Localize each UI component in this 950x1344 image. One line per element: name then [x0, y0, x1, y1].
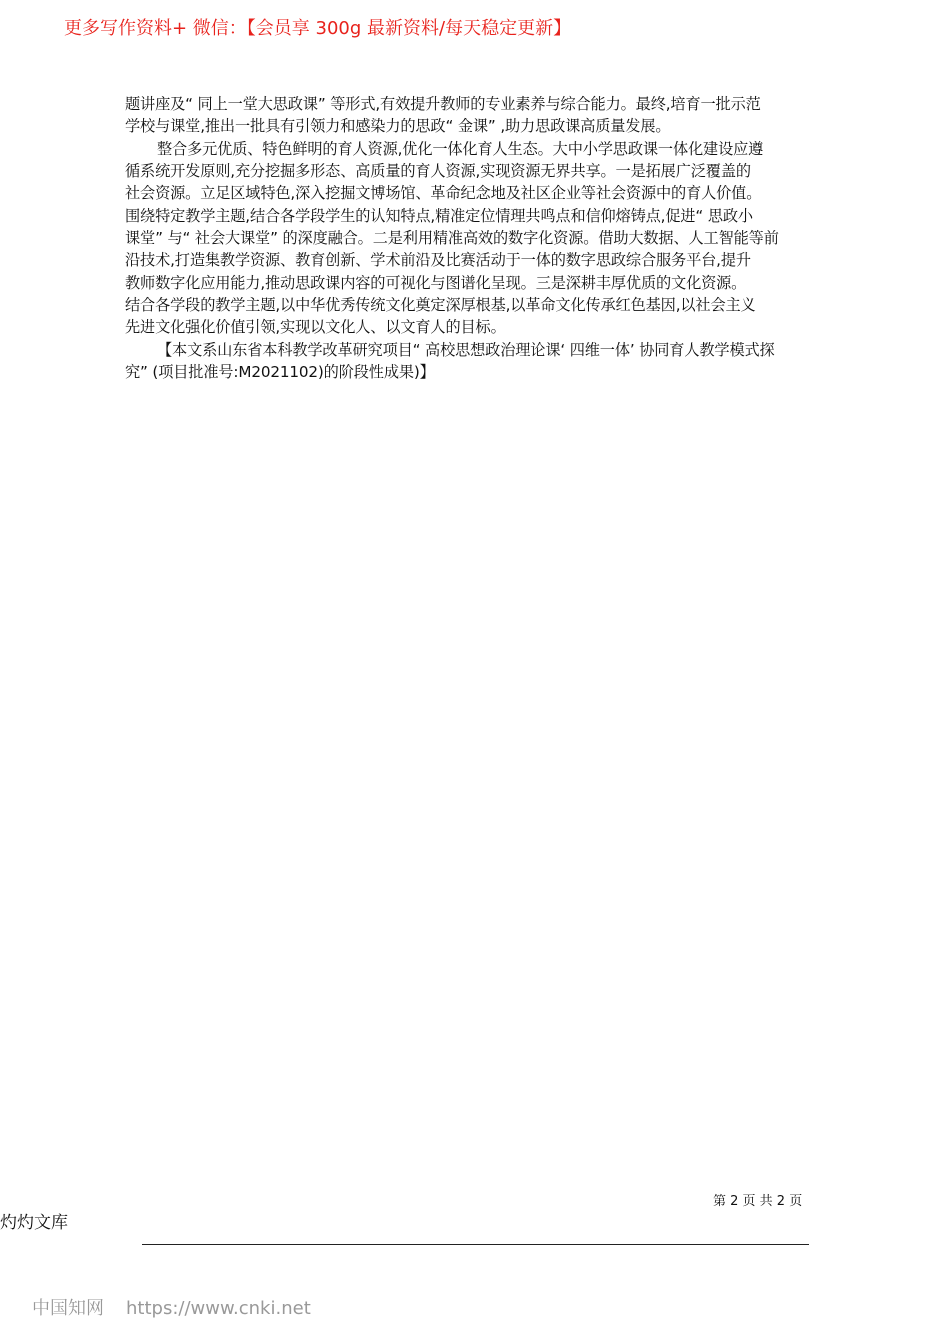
text-line: 学校与课堂,推出一批具有引领力和感染力的思政“ 金课” ,助力思政课高质量发展。 — [125, 117, 671, 136]
text-line: 社会资源。立足区域特色,深入挖掘文博场馆、革命纪念地及社区企业等社会资源中的育人价值。 — [125, 184, 762, 203]
text-line: 结合各学段的教学主题,以中华优秀传统文化奠定深厚根基,以革命文化传承红色基因,以社会主义 — [125, 296, 756, 315]
text-line: 题讲座及“ 同上一堂大思政课” 等形式,有效提升教师的专业素养与综合能力。最终,培育一批示范 — [125, 95, 761, 113]
text-line: 整合多元优质、特色鲜明的育人资源,优化一体化育人生态。大中小学思政课一体化建设应遵 — [157, 139, 764, 158]
text-line: 【本文系山东省本科教学改革研究项目“ 高校思想政治理论课‘ 四维一体’ 协同育人教学模式探 — [157, 340, 775, 359]
text-line: 课堂” 与“ 社会大课堂” 的深度融合。二是利用精准高效的数字化资源。借助大数据、人工智能等前 — [125, 229, 779, 248]
text-line: 先进文化强化价值引领,实现以文化人、以文育人的目标。 — [125, 318, 506, 337]
article-body — [125, 93, 835, 383]
footer-divider — [142, 1244, 809, 1245]
text-line: 教师数字化应用能力,推动思政课内容的可视化与图谱化呈现。三是深耕丰厚优质的文化资源。 — [125, 273, 747, 292]
text-line: 沿技术,打造集教学资源、教育创新、学术前沿及比赛活动于一体的数字思政综合服务平台,提升 — [125, 251, 751, 270]
watermark-url: https://www.cnki.net — [126, 1298, 311, 1319]
promo-banner: 更多写作资料+ 微信：【会员享 300g 最新资料/每天稳定更新】 — [64, 18, 572, 39]
footer-brand: 灼灼文库 — [0, 1213, 68, 1233]
watermark-name: 中国知网 — [32, 1298, 104, 1319]
page-number: 第 2 页 共 2 页 — [713, 1194, 803, 1209]
text-line: 循系统开发原则,充分挖掘多形态、高质量的育人资源,实现资源无界共享。一是拓展广泛覆盖的 — [125, 162, 751, 181]
text-line: 围绕特定教学主题,结合各学段学生的认知特点,精准定位情理共鸣点和信仰熔铸点,促进“ 思政小 — [125, 206, 753, 225]
text-line: 究” (项目批准号:M2021102)的阶段性成果)】 — [125, 363, 435, 382]
watermark — [32, 1294, 333, 1320]
